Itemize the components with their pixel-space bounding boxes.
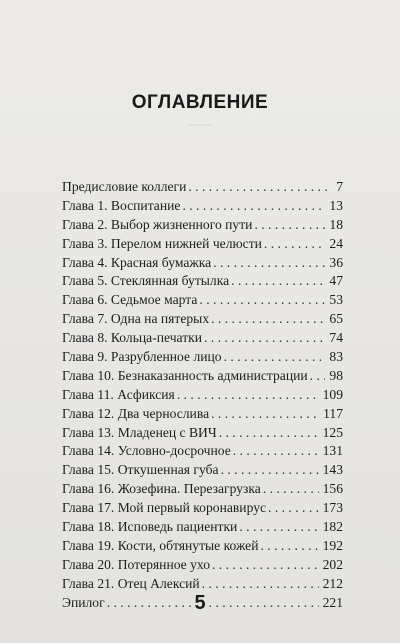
toc-entry-title: Предисловие коллеги xyxy=(62,179,187,194)
toc-entry xyxy=(62,442,343,461)
dot-leader xyxy=(188,178,332,197)
dot-leader xyxy=(268,499,319,518)
toc-entry xyxy=(62,405,343,424)
toc-entry xyxy=(62,386,343,405)
toc-entry-title: Глава 11. Асфиксия xyxy=(62,386,175,402)
toc-entry-title: Глава 6. Седьмое марта xyxy=(62,292,198,308)
toc-entry xyxy=(62,291,343,310)
dot-leader xyxy=(213,254,325,273)
toc-entry-title: Глава 2. Выбор жизненного пути xyxy=(62,216,253,232)
show-through-divider xyxy=(188,124,212,126)
toc-entry-page: 18 xyxy=(329,216,343,232)
toc-entry xyxy=(62,367,343,386)
toc-entry-title: Глава 17. Мой первый коронавирус xyxy=(62,500,267,516)
toc-entry-page: 83 xyxy=(329,349,343,365)
toc-entry-page: 192 xyxy=(322,537,343,553)
dot-leader xyxy=(221,461,319,480)
dot-leader xyxy=(231,272,325,291)
toc-entry xyxy=(62,461,343,480)
toc-entry xyxy=(62,178,343,197)
toc-entry-title: Глава 12. Два чернослива xyxy=(62,405,210,421)
toc-entry xyxy=(62,518,343,537)
toc-entry-title: Глава 3. Перелом нижней челюсти xyxy=(62,235,262,251)
toc-entry-page: 74 xyxy=(329,330,343,346)
toc-entry-page: 109 xyxy=(322,386,343,402)
dot-leader xyxy=(211,310,325,329)
toc-entry xyxy=(62,348,343,367)
dot-leader xyxy=(182,197,325,216)
toc-entry xyxy=(62,197,343,216)
toc-entry xyxy=(62,216,343,235)
dot-leader xyxy=(219,424,319,443)
toc-entry-title: Глава 5. Стеклянная бутылка xyxy=(62,273,230,289)
toc-entry xyxy=(62,254,343,273)
toc-entry-title: Глава 1. Воспитание xyxy=(62,197,181,213)
toc-entry-title: Глава 9. Разрубленное лицо xyxy=(62,349,222,365)
toc-entry xyxy=(62,424,343,443)
toc-entry xyxy=(62,575,343,594)
toc-entry-title: Глава 7. Одна на пятерых xyxy=(62,311,210,327)
toc-entry xyxy=(62,272,343,291)
toc-entry xyxy=(62,310,343,329)
toc-entry xyxy=(62,235,343,254)
toc-entry-title: Глава 18. Исповедь пациентки xyxy=(62,519,238,535)
toc-entry xyxy=(62,537,343,556)
toc-entry-page: 202 xyxy=(322,556,343,572)
toc-entry-page: 7 xyxy=(336,179,343,194)
toc-entry-page: 36 xyxy=(329,254,343,270)
toc-entry-page: 156 xyxy=(322,481,343,497)
toc-entry-page: 212 xyxy=(322,575,343,591)
dot-leader xyxy=(254,216,325,235)
dot-leader xyxy=(310,367,326,386)
toc-entry-page: 117 xyxy=(323,405,343,421)
toc-entry-page: 13 xyxy=(329,197,343,213)
toc-entry-title: Глава 10. Безнаказанность администрации xyxy=(62,367,308,383)
dot-leader xyxy=(264,235,326,254)
dot-leader xyxy=(260,537,318,556)
toc-entry-page: 143 xyxy=(322,462,343,478)
toc-entry-page: 182 xyxy=(322,519,343,535)
toc-entry-title: Глава 21. Отец Алексий xyxy=(62,575,200,591)
toc-entry-page: 221 xyxy=(322,594,343,610)
page-title: ОГЛАВЛЕНИЕ xyxy=(131,92,269,113)
dot-leader xyxy=(212,556,319,575)
dot-leader xyxy=(263,480,319,499)
toc-entry-title: Глава 16. Жозефина. Перезагрузка xyxy=(62,481,261,497)
dot-leader xyxy=(224,348,326,367)
dot-leader xyxy=(199,291,325,310)
toc-entry-title: Глава 20. Потерянное ухо xyxy=(62,556,210,572)
toc-entry-title: Глава 15. Откушенная губа xyxy=(62,462,219,478)
toc-entry xyxy=(62,329,343,348)
toc-entry-title: Глава 4. Красная бумажка xyxy=(62,254,212,270)
dot-leader xyxy=(239,518,318,537)
toc-entry-title: Эпилог xyxy=(62,594,105,610)
toc-entry xyxy=(62,480,343,499)
toc-entry-title: Глава 19. Кости, обтянутые кожей xyxy=(62,537,259,553)
toc-entry-page: 47 xyxy=(329,273,343,289)
toc-entry-page: 65 xyxy=(329,311,343,327)
dot-leader xyxy=(204,329,325,348)
toc-entry-page: 131 xyxy=(322,443,343,459)
toc-entry-page: 173 xyxy=(322,500,343,516)
toc-entry-title: Глава 14. Условно-досрочное xyxy=(62,443,231,459)
toc-entry-title: Глава 13. Младенец с ВИЧ xyxy=(62,424,217,440)
toc-entry-page: 24 xyxy=(329,235,343,251)
dot-leader xyxy=(233,442,319,461)
toc-entry-page: 125 xyxy=(322,424,343,440)
dot-leader xyxy=(202,575,319,594)
dot-leader xyxy=(211,405,319,424)
dot-leader xyxy=(177,386,319,405)
toc-entry-page: 98 xyxy=(329,367,343,383)
table-of-contents xyxy=(62,178,343,612)
toc-entry-title: Глава 8. Кольца-печатки xyxy=(62,330,203,346)
toc-entry xyxy=(62,556,343,575)
toc-entry xyxy=(62,499,343,518)
page-number: 5 xyxy=(194,592,206,614)
toc-entry-page: 53 xyxy=(329,292,343,308)
